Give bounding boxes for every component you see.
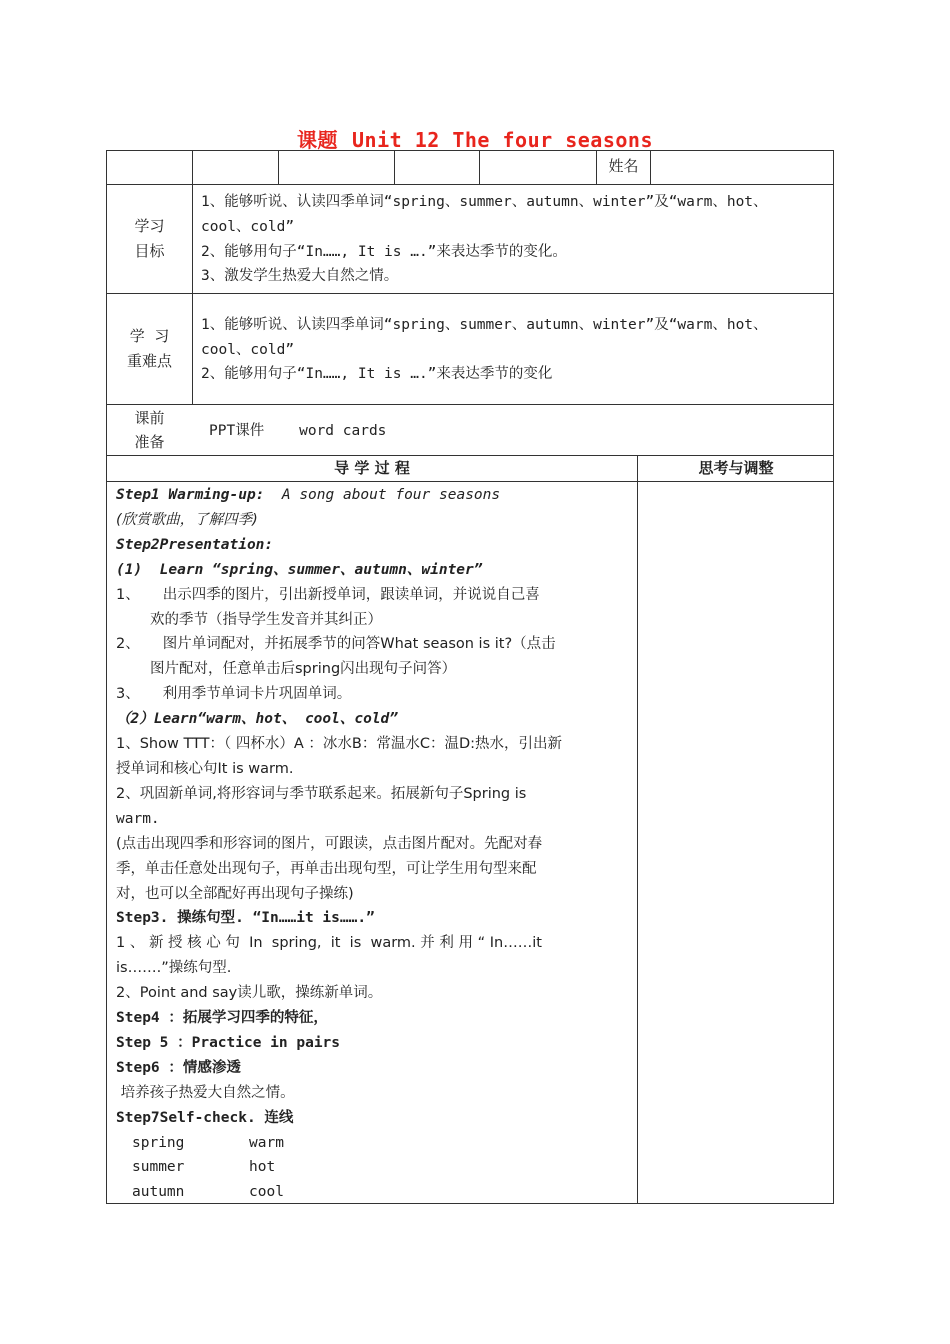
learn-adjectives: （2）Learn“warm、hot、 cool、cold” <box>116 711 399 728</box>
step2-title: Step2Presentation: <box>116 536 274 553</box>
step7-title <box>116 1106 634 1131</box>
learn2-item-1a: 1、Show TTT：（ 四杯水）A ：冰水B：常温水C：温D:热水，引出新 <box>116 736 563 753</box>
keypoints-line: 2、能够用句子“In……, It is ….”来表达季节的变化 <box>201 366 553 382</box>
step5-title: Step 5 ：Practice in pairs <box>116 1034 341 1051</box>
keypoints-label-2: 重难点 <box>126 352 172 370</box>
learn1-item-1b: 欢的季节（指导学生发音并其纠正） <box>150 611 382 628</box>
goals-line: cool、cold” <box>201 219 295 235</box>
keypoints-label-1: 学 习 <box>129 327 170 345</box>
keypoints-line: cool、cold” <box>201 342 295 358</box>
step1-line <box>116 483 634 508</box>
title-main: Unit 12 The four seasons <box>352 128 653 152</box>
learn-seasons: (1) Learn “spring、summer、autumn、winter” <box>116 561 483 578</box>
col-divider <box>394 150 395 184</box>
goals-line: 3、激发学生热爱大自然之情。 <box>201 268 399 284</box>
step7-label: Step7Self-check. 连线 <box>116 1109 294 1126</box>
learn2-item-1b: 授单词和核心句It is warm. <box>116 760 294 777</box>
page-title <box>0 124 950 153</box>
learn1-item-2a: 2、 图片单词配对，并拓展季节的问答What season is it?（点击 <box>116 636 556 653</box>
step1-note: (欣赏歌曲，了解四季) <box>116 511 258 528</box>
step6-text: 培养孩子热爱大自然之情。 <box>116 1084 295 1101</box>
step6-title: Step6 ：情感渗透 <box>116 1059 241 1076</box>
learn2-note-b: 季，单击任意处出现句子，再单击出现句型，可让学生用句型来配 <box>116 860 537 877</box>
step1-title: Step1 Warming-up: <box>116 487 265 503</box>
row-divider <box>106 184 834 185</box>
learn1-item-1a: 1、 出示四季的图片，引出新授单词，跟读单词，并说说自己喜 <box>116 586 540 603</box>
goals-label-1: 学习 <box>134 217 165 235</box>
prep-text: PPT课件 word cards <box>209 423 387 439</box>
match-adjective: cool <box>249 1184 284 1201</box>
learn2-note-a: (点击出现四季和形容词的图片，可跟读，点击图片配对。先配对春 <box>116 835 543 852</box>
learn2-item-2a: 2、巩固新单词,将形容词与季节联系起来。拓展新句子Spring is <box>116 785 527 802</box>
match-season: autumn <box>132 1184 185 1201</box>
row-divider <box>106 293 834 294</box>
keypoints-line: 1、能够听说、认读四季单词“spring、summer、autumn、winter”及“warm、hot、 <box>201 317 768 333</box>
goals-line: 1、能够听说、认读四季单词“spring、summer、autumn、winter”及“warm、hot、 <box>201 194 768 210</box>
match-season: spring <box>132 1134 185 1151</box>
col-divider <box>637 455 638 1204</box>
match-pair <box>116 1180 634 1205</box>
goals-label-2: 目标 <box>134 242 165 260</box>
match-pair <box>116 1131 634 1156</box>
step3-item-2: 2、Point and say读儿歌，操练新单词。 <box>116 985 383 1002</box>
step3-item-1a: 1 、 新 授 核 心 句 In spring, it is warm. 并 利 用 “ In……it <box>116 935 542 952</box>
prep-label-1: 课前 <box>134 409 165 427</box>
learn1-item-2b: 图片配对，任意单击后spring闪出现句子问答） <box>150 661 457 678</box>
name-label: 姓名 <box>608 157 639 175</box>
process-body <box>116 483 634 1205</box>
match-adjective: hot <box>249 1159 276 1176</box>
match-season: summer <box>132 1159 185 1176</box>
goals-line: 2、能够用句子“In……, It is ….”来表达季节的变化。 <box>201 244 567 260</box>
row-divider <box>106 404 834 405</box>
col-divider <box>650 150 651 184</box>
step4-title: Step4 ：拓展学习四季的特征， <box>116 1010 328 1027</box>
step1-text: A song about four seasons <box>264 487 501 503</box>
step3-item-1b: is…….”操练句型. <box>116 960 232 977</box>
learn2-item-2b: warm. <box>116 810 160 827</box>
step3-title: Step3. 操练句型. “In……it is…….” <box>116 910 375 927</box>
reflection-header: 思考与调整 <box>698 459 774 477</box>
row-divider <box>106 481 834 482</box>
match-adjective: warm <box>249 1134 284 1151</box>
process-header: 导 学 过 程 <box>334 459 410 477</box>
col-divider <box>278 150 279 184</box>
col-divider <box>479 150 480 184</box>
match-pair <box>116 1155 634 1180</box>
prep-label-2: 准备 <box>134 433 165 451</box>
learn2-note-c: 对，也可以全部配好再出现句子操练) <box>116 885 354 902</box>
title-prefix: 课题 <box>297 128 338 152</box>
learn1-item-3: 3、 利用季节单词卡片巩固单词。 <box>116 686 352 703</box>
col-divider <box>192 150 193 405</box>
